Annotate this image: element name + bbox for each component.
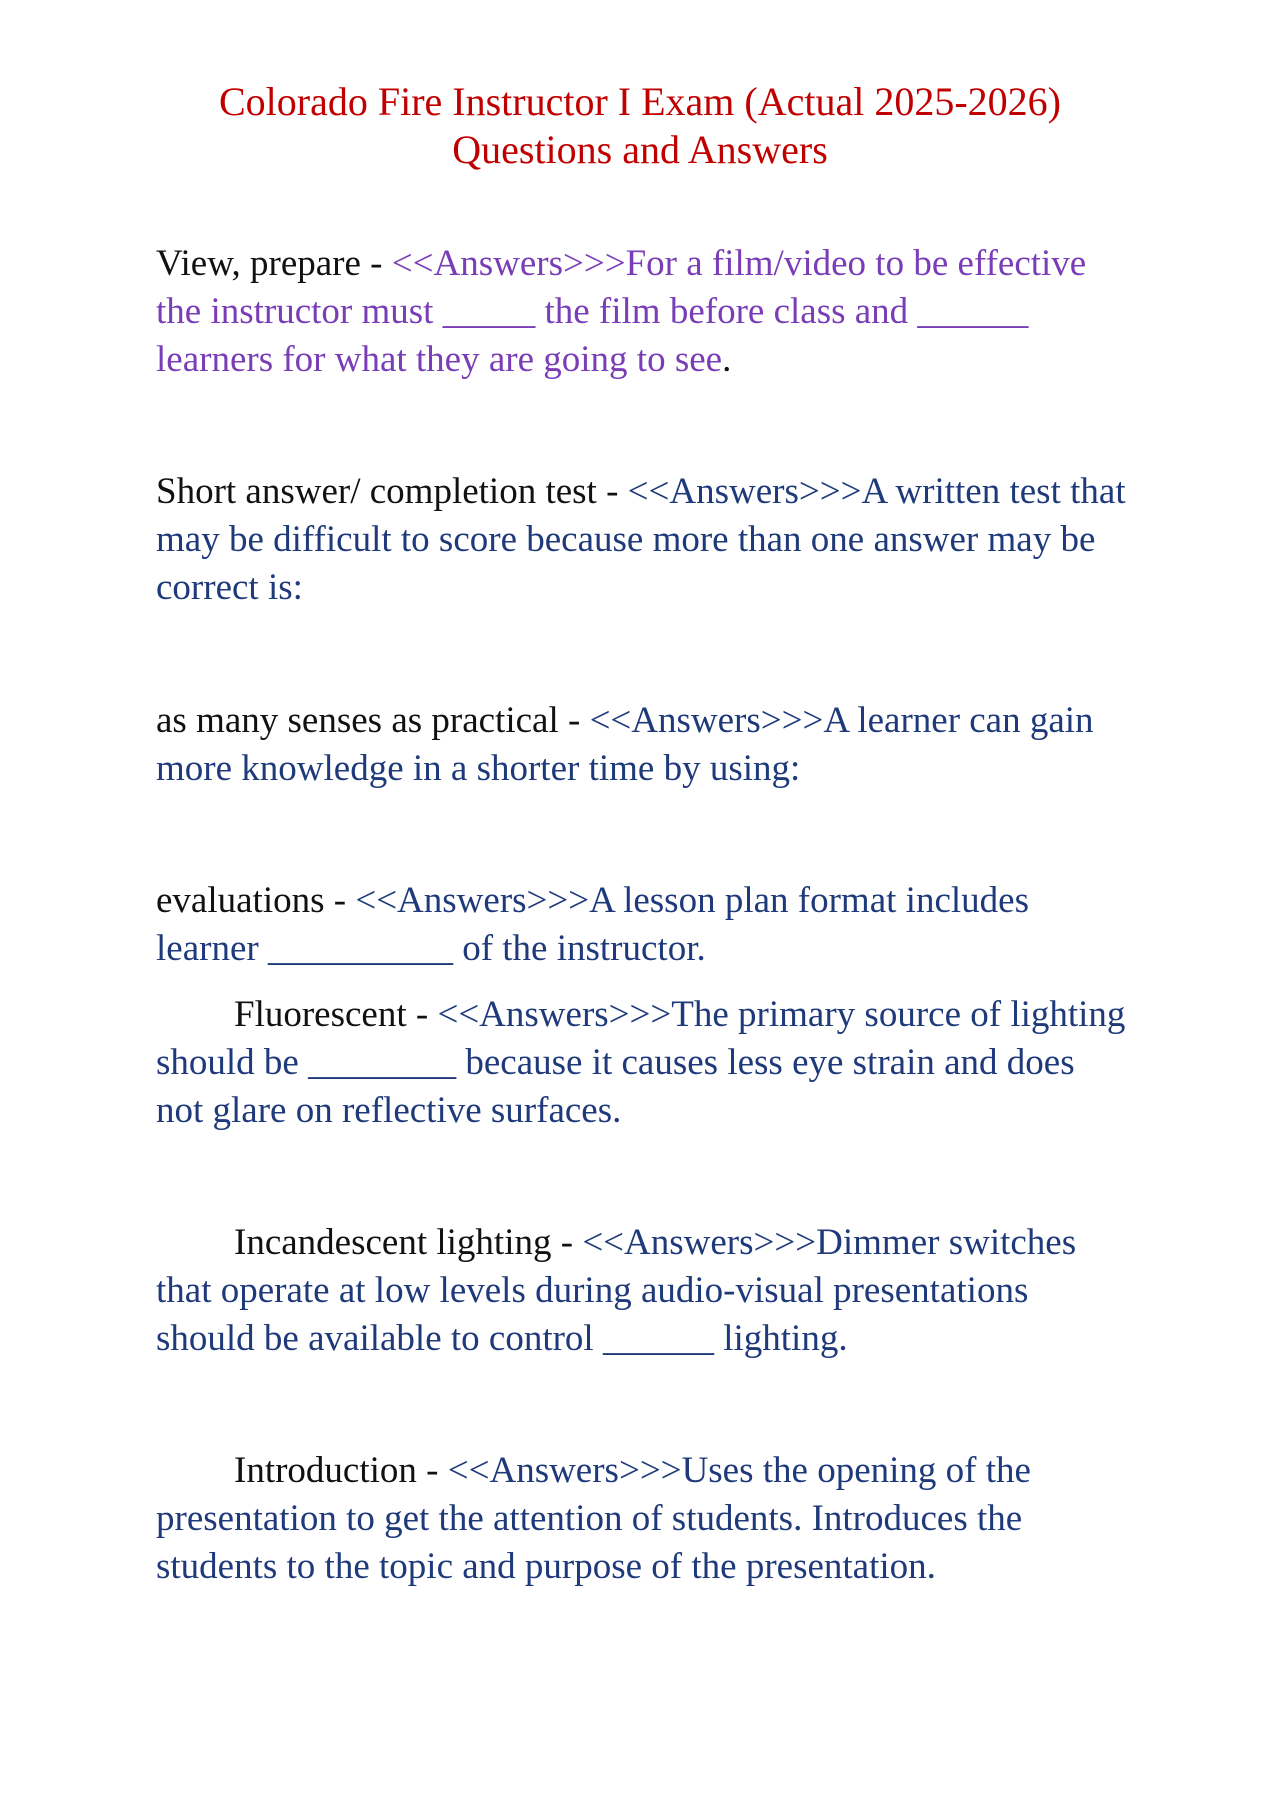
qa-answer: The primary source of lighting should be ________ because it causes less eye strain and does not glare on reflective surfaces. [156,994,1126,1131]
qa-answer: Uses the opening of the presentation to get the attention of students. Introduces the students to the topic and purpose of the presentation. [156,1450,1031,1587]
qa-item-fluorescent [156,991,1126,1135]
answers-tag: <<Answers>>> [589,700,824,741]
answers-tag: <<Answers>>> [447,1450,682,1491]
answers-tag: <<Answers>>> [627,471,862,512]
qa-item-evaluations [156,877,1126,973]
qa-term: evaluations - [156,880,356,921]
title-line-1: Colorado Fire Instructor I Exam (Actual 2025-2026) [218,79,1061,124]
qa-term: Introduction - [234,1450,448,1491]
qa-item-senses [156,697,1126,793]
qa-answer: For a film/video to be effective the instructor must _____ the film before class and ______ learners for what they are going to see [156,243,1087,380]
answers-tag: <<Answers>>> [582,1222,817,1263]
title-line-2: Questions and Answers [452,127,828,172]
qa-item-incandescent [156,1219,1126,1363]
answers-tag: <<Answers>>> [437,994,672,1035]
qa-term: Fluorescent - [234,994,438,1035]
qa-term: View, prepare - [156,243,392,284]
qa-item-introduction [156,1447,1126,1591]
answers-tag: <<Answers>>> [355,880,590,921]
qa-end-period: . [722,339,732,380]
qa-answer: Dimmer switches that operate at low levels during audio-visual presentations should be available to control ______ lighting. [156,1222,1077,1359]
qa-answer: A lesson plan format includes learner __________ of the instructor. [156,880,1029,969]
qa-item-view-prepare [156,240,1126,384]
qa-term: Incandescent lighting - [234,1222,583,1263]
answers-tag: <<Answers>>> [391,243,626,284]
qa-answer: A written test that may be difficult to score because more than one answer may be correct is: [156,471,1126,608]
qa-term: as many senses as practical - [156,700,590,741]
qa-item-short-answer [156,468,1126,612]
document-title [0,78,1280,174]
qa-term: Short answer/ completion test - [156,471,628,512]
qa-answer: A learner can gain more knowledge in a shorter time by using: [156,700,1094,789]
